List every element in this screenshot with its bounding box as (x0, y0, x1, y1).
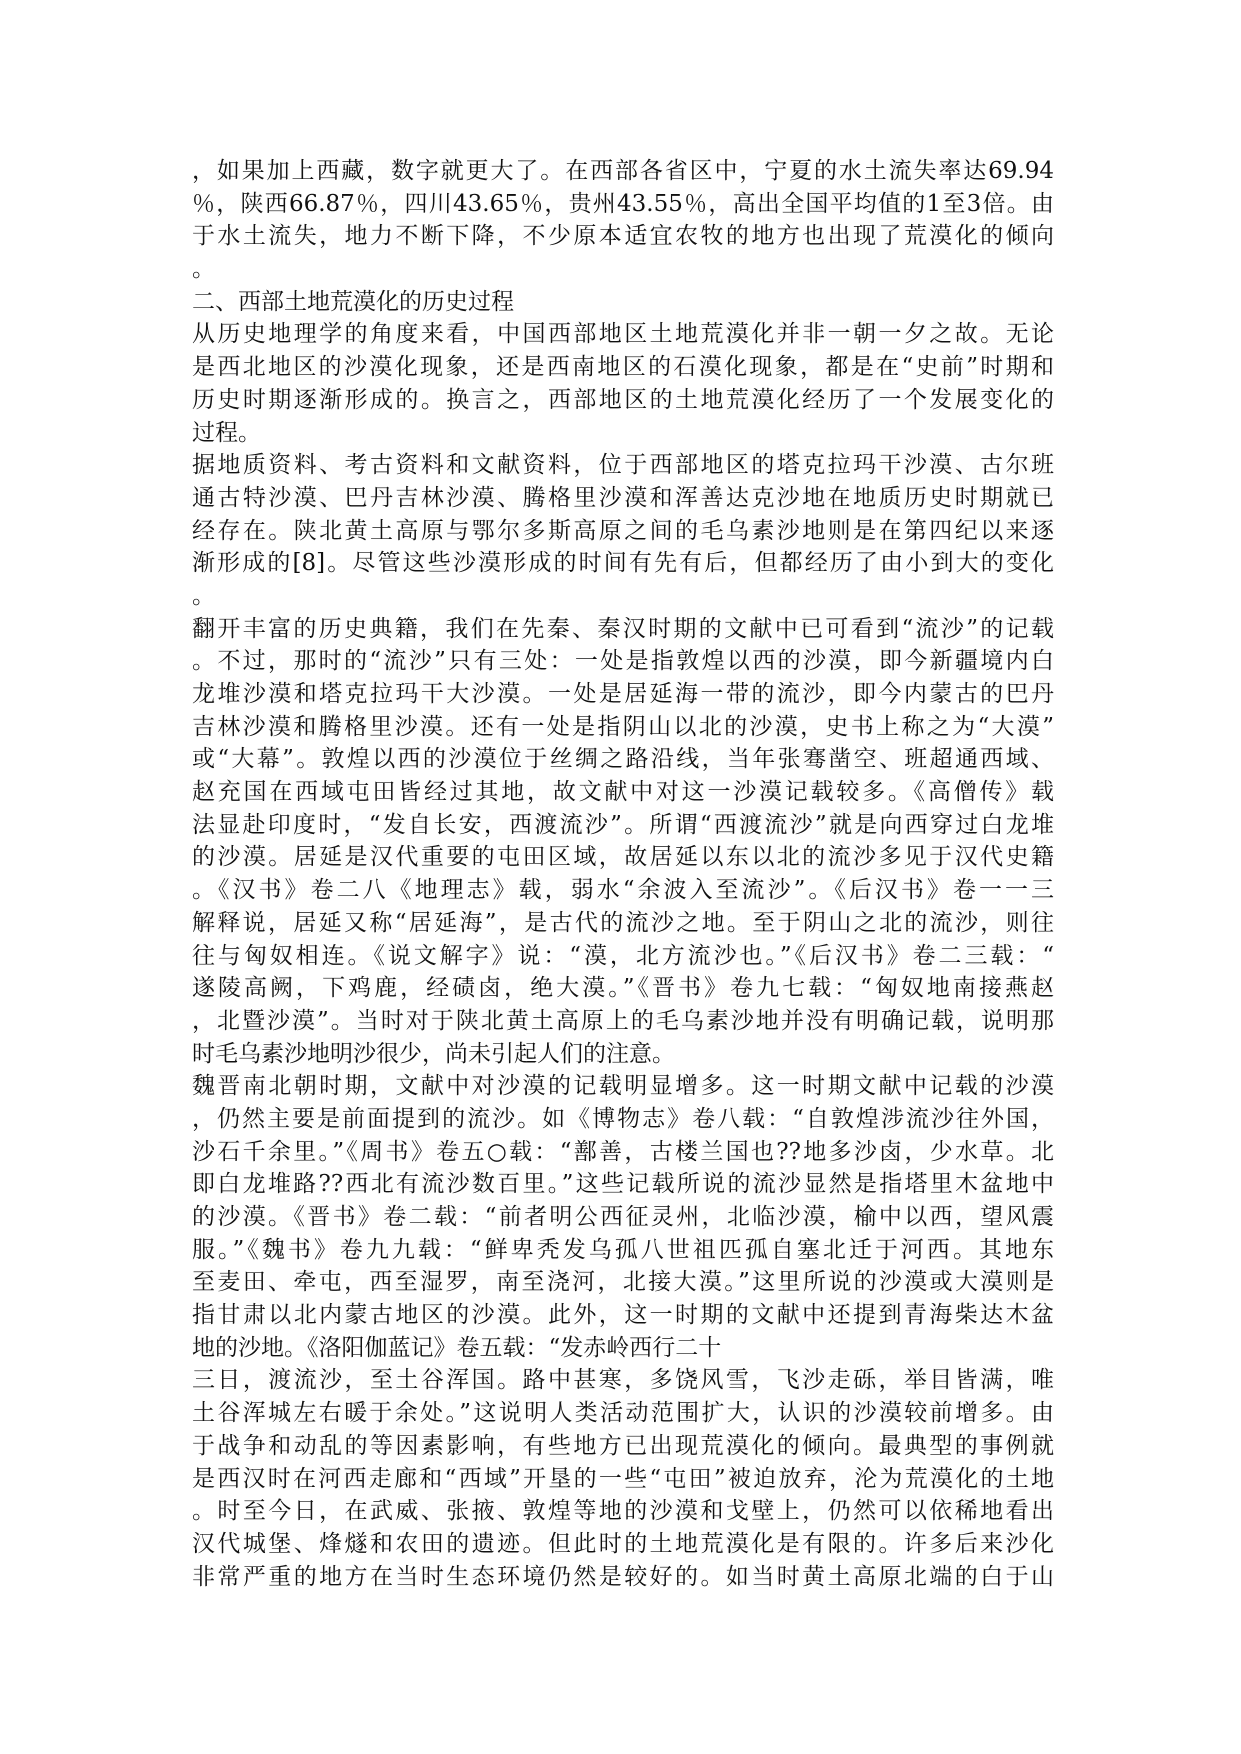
text-line: 地的沙地。《洛阳伽蓝记》卷五载：“发赤岭西行二十 (192, 1334, 722, 1361)
text-line: 魏晋南北朝时期，文献中对沙漠的记载明显增多。这一时期文献中记载的沙漠 (192, 1073, 1054, 1100)
text-line: 时毛乌素沙地明沙很少，尚未引起人们的注意。 (192, 1040, 675, 1067)
text-line: 汉代城堡、烽燧和农田的遗迹。但此时的土地荒漠化是有限的。许多后来沙化 (192, 1530, 1054, 1557)
text-line: 从历史地理学的角度来看，中国西部地区土地荒漠化并非一朝一夕之故。无论 (192, 321, 1054, 348)
text-line: 。不过，那时的“流沙”只有三处：一处是指敦煌以西的沙漠，即今新疆境内白 (192, 648, 1054, 675)
text-line: ，如果加上西藏，数字就更大了。在西部各省区中，宁夏的水土流失率达69.94 (192, 158, 1054, 184)
text-line: 的沙漠。《晋书》卷二载：“前者明公西征灵州，北临沙漠，榆中以西，望风震 (192, 1204, 1054, 1230)
text-line: 至麦田、牵屯，西至湿罗，南至浇河，北接大漠。”这里所说的沙漠或大漠则是 (192, 1269, 1054, 1296)
text-line: 。 (192, 256, 215, 283)
text-line: 。时至今日，在武威、张掖、敦煌等地的沙漠和戈壁上，仍然可以依稀地看出 (192, 1498, 1054, 1525)
text-line: 龙堆沙漠和塔克拉玛干大沙漠。一处是居延海一带的流沙，即今内蒙古的巴丹 (192, 681, 1054, 707)
text-line: 。 (192, 582, 215, 609)
text-line: 或“大幕”。敦煌以西的沙漠位于丝绸之路沿线，当年张骞凿空、班超通西域、 (192, 746, 1054, 773)
text-line: 。《汉书》卷二八《地理志》载，弱水“余波入至流沙”。《后汉书》卷一一三 (192, 877, 1054, 904)
text-line: 赵充国在西域屯田皆经过其地，故文献中对这一沙漠记载较多。《高僧传》载 (192, 779, 1054, 806)
text-line: 是西北地区的沙漠化现象，还是西南地区的石漠化现象，都是在“史前”时期和 (192, 354, 1054, 381)
text-line: 沙石千余里。”《周书》卷五○载：“鄯善，古楼兰国也??地多沙卤，少水草。北 (192, 1138, 1054, 1165)
text-line: 过程。 (192, 419, 261, 446)
document-page (192, 155, 1054, 1593)
text-line: 于水土流失，地力不断下降，不少原本适宜农牧的地方也出现了荒漠化的倾向 (192, 223, 1054, 250)
text-line: 土谷浑城左右暖于余处。”这说明人类活动范围扩大，认识的沙漠较前增多。由 (192, 1400, 1054, 1427)
text-line: ，仍然主要是前面提到的流沙。如《博物志》卷八载：“自敦煌涉流沙往外国， (192, 1105, 1054, 1132)
text-line: 翻开丰富的历史典籍，我们在先秦、秦汉时期的文献中已可看到“流沙”的记载 (192, 615, 1054, 642)
text-line: 即白龙堆路??西北有流沙数百里。”这些记载所说的流沙显然是指塔里木盆地中 (192, 1171, 1054, 1198)
text-line: 三日，渡流沙，至土谷浑国。路中甚寒，多饶风雪，飞沙走砾，举目皆满，唯 (192, 1367, 1054, 1394)
text-line: 解释说，居延又称“居延海”，是古代的流沙之地。至于阴山之北的流沙，则往 (192, 909, 1054, 936)
text-line: 吉林沙漠和腾格里沙漠。还有一处是指阴山以北的沙漠，史书上称之为“大漠” (192, 713, 1054, 740)
text-line: 法显赴印度时，“发自长安，西渡流沙”。所谓“西渡流沙”就是向西穿过白龙堆 (192, 811, 1054, 838)
text-line: 遂陵高阙，下鸡鹿，经碛卤，绝大漠。”《晋书》卷九七载：“匈奴地南接燕赵 (192, 975, 1054, 1002)
text-line: ％，陕西66.87％，四川43.65％，贵州43.55％，高出全国平均值的1至3倍。由 (192, 190, 1054, 217)
text-line: ，北暨沙漠”。当时对于陕北黄土高原上的毛乌素沙地并没有明确记载，说明那 (192, 1007, 1054, 1034)
text-line: 的沙漠。居延是汉代重要的屯田区域，故居延以东以北的流沙多见于汉代史籍 (192, 844, 1054, 871)
text-line: 往与匈奴相连。《说文解字》说：“漠，北方流沙也。”《后汉书》卷二三载：“ (192, 942, 1054, 969)
text-line: 经存在。陕北黄土高原与鄂尔多斯高原之间的毛乌素沙地则是在第四纪以来逐 (192, 517, 1054, 544)
text-line: 非常严重的地方在当时生态环境仍然是较好的。如当时黄土高原北端的白于山 (192, 1563, 1054, 1590)
text-line: 渐形成的[8]。尽管这些沙漠形成的时间有先有后，但都经历了由小到大的变化 (192, 550, 1054, 577)
text-line: 通古特沙漠、巴丹吉林沙漠、腾格里沙漠和浑善达克沙地在地质历史时期就已 (192, 484, 1054, 511)
text-line: 历史时期逐渐形成的。换言之，西部地区的土地荒漠化经历了一个发展变化的 (192, 386, 1054, 413)
text-line: 是西汉时在河西走廊和“西域”开垦的一些“屯田”被迫放弃，沦为荒漠化的土地 (192, 1465, 1054, 1492)
text-line: 指甘肃以北内蒙古地区的沙漠。此外，这一时期的文献中还提到青海柴达木盆 (192, 1302, 1054, 1329)
text-line: 于战争和动乱的等因素影响，有些地方已出现荒漠化的倾向。最典型的事例就 (192, 1432, 1054, 1459)
section-heading: 二、西部土地荒漠化的历史过程 (192, 288, 514, 315)
text-line: 服。”《魏书》卷九九载：“鲜卑秃发乌孤八世祖匹孤自塞北迁于河西。其地东 (192, 1236, 1054, 1263)
text-line: 据地质资料、考古资料和文献资料，位于西部地区的塔克拉玛干沙漠、古尔班 (192, 452, 1054, 479)
